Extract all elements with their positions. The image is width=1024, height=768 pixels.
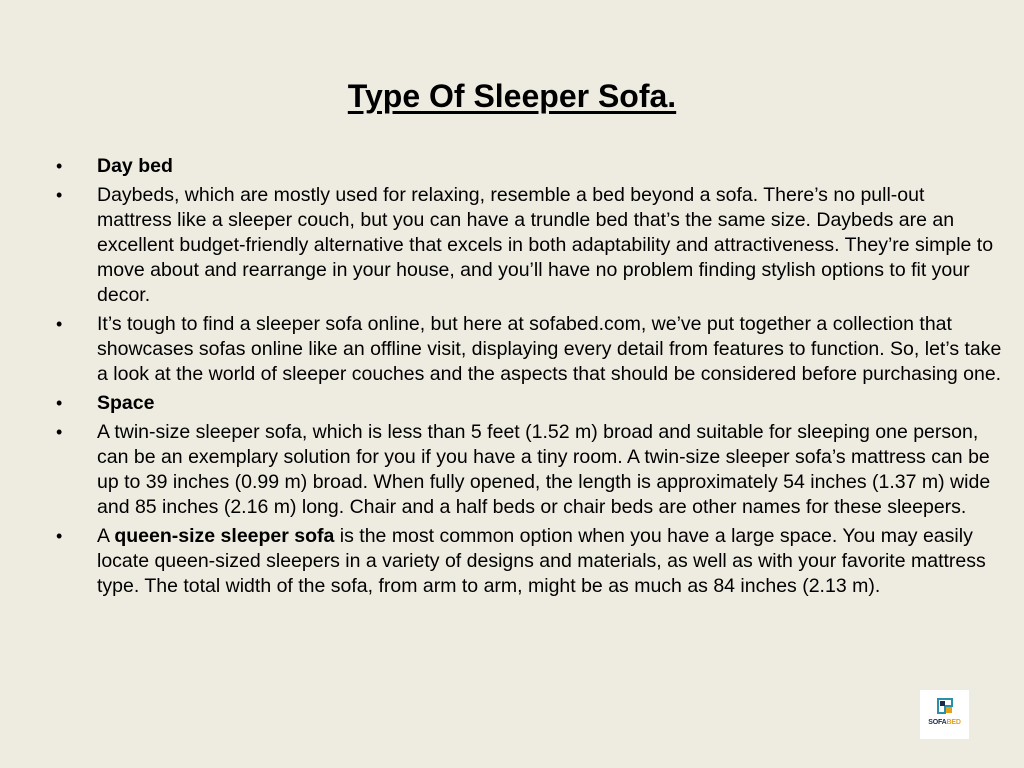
sofabed-logo-text: SOFABED [928, 719, 961, 726]
bullet-icon: • [56, 156, 63, 176]
paragraph-prefix: A [97, 525, 115, 547]
sofabed-logo-icon [936, 697, 954, 715]
list-item [52, 154, 1002, 179]
paragraph-text: A twin-size sleeper sofa, which is less than 5 feet (1.52 m) broad and suitable for sleeping one person, can be an exemplary solution for you if you have a tiny room. A twin-size sleeper sofa’s mattress can be up to 39 inches (0.99 m) broad. When fully opened, the length is approximately 54 inches (1.37 m) wide and 85 inches (2.16 m) long. Chair and a half beds or chair beds are other names for these sleepers. [97, 421, 991, 518]
bullet-icon: • [56, 393, 63, 413]
bullet-icon: • [56, 422, 63, 442]
bullet-icon: • [56, 526, 63, 546]
bullet-icon: • [56, 314, 63, 334]
list-item [52, 420, 1002, 520]
section-heading-space: Space [97, 392, 155, 414]
section-heading-day-bed: Day bed [97, 155, 173, 177]
paragraph-text: Daybeds, which are mostly used for relaxing, resemble a bed beyond a sofa. There’s no pull-out mattress like a sleeper couch, but you can have a trundle bed that’s the same size. Daybeds are an excellent budget-friendly alternative that excels in both adaptability and attractiveness. They’re simple to move about and rearrange in your house, and you’ll have no problem finding stylish options to fit your decor. [97, 184, 994, 306]
sofabed-logo [920, 690, 969, 739]
bullet-icon: • [56, 185, 63, 205]
paragraph-text: It’s tough to find a sleeper sofa online, but here at sofabed.com, we’ve put together a collection that showcases sofas online like an offline visit, displaying every detail from features to function. So, let’s take a look at the world of sleeper couches and the aspects that should be considered before purchasing one. [97, 313, 1002, 385]
bold-phrase: queen-size sleeper sofa [114, 525, 335, 547]
slide-title: Type Of Sleeper Sofa. [347, 78, 677, 114]
list-item [52, 524, 1002, 599]
paragraph-suffix: is the most common option when you have a large space. You may easily locate queen-sized sleepers in a variety of designs and materials, as well as with your favorite mattress type. The total width of the sofa, from arm to arm, might be as much as 84 inches (2.13 m). [97, 525, 986, 597]
bullet-list [52, 154, 1002, 603]
list-item [52, 391, 1002, 416]
list-item [52, 183, 1002, 308]
list-item [52, 312, 1002, 387]
